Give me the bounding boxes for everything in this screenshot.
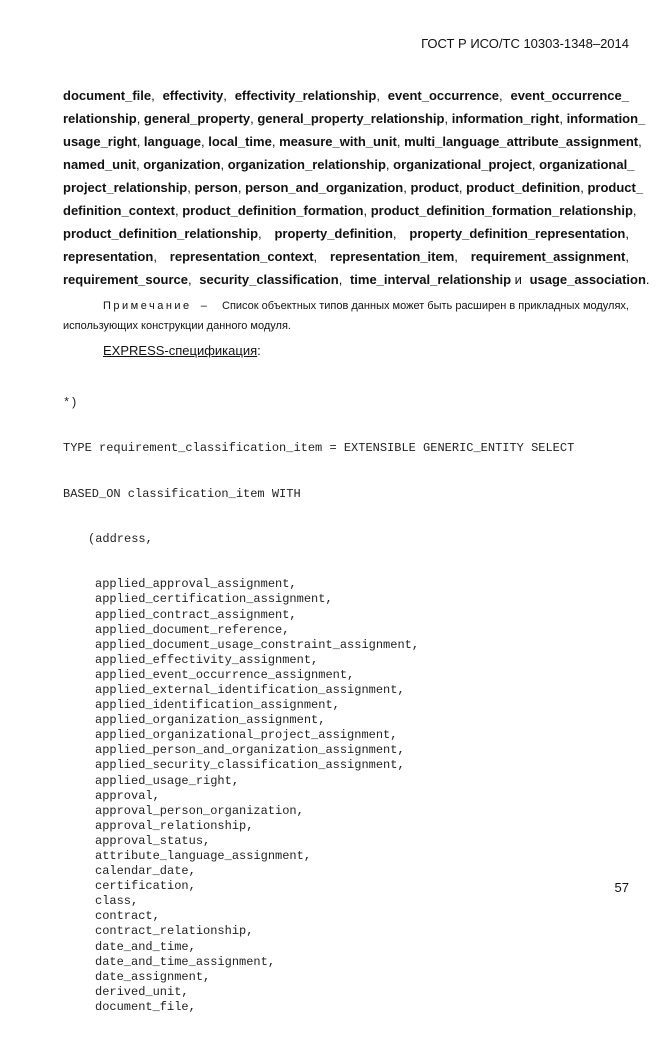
entity-name: effectivity <box>162 88 224 103</box>
code-item: approval_status, <box>95 833 211 848</box>
entity-item <box>63 107 144 130</box>
separator: , <box>559 111 567 126</box>
entity-item <box>144 130 208 153</box>
entity-item <box>63 199 182 222</box>
code-item: applied_certification_assignment, <box>95 592 333 607</box>
separator: , <box>338 272 346 287</box>
note-dash: – <box>200 300 207 312</box>
code-item: calendar_date, <box>95 864 196 879</box>
body-line <box>63 153 635 176</box>
separator: , <box>187 180 195 195</box>
entity-item <box>245 176 410 199</box>
express-spec-title <box>103 343 261 358</box>
entity-name: product_definition_formation_relationship <box>370 203 633 218</box>
entity-name: product <box>410 180 459 195</box>
entity-item <box>388 84 507 107</box>
entity-name: event_occurrence <box>387 88 500 103</box>
separator: , <box>625 249 629 264</box>
code-item: date_and_time_assignment, <box>95 954 276 969</box>
separator: , <box>136 134 144 149</box>
entity-name: product_ <box>587 180 644 195</box>
entity-item <box>404 130 642 153</box>
entity-item <box>63 84 158 107</box>
express-spec-colon: : <box>257 343 261 358</box>
separator: , <box>151 88 159 103</box>
entity-name: person_and_organization <box>245 180 404 195</box>
separator: , <box>385 157 394 172</box>
body-line <box>63 84 629 107</box>
code-item: applied_document_reference, <box>95 622 290 637</box>
entity-item <box>274 222 400 245</box>
separator: , <box>363 203 371 218</box>
separator: , <box>444 111 452 126</box>
entity-name: product_definition_relationship <box>63 226 259 241</box>
body-line <box>63 176 644 199</box>
entity-name: representation_context <box>169 249 314 264</box>
code-item: applied_security_classification_assignment, <box>95 758 405 773</box>
separator: , <box>220 157 228 172</box>
separator: , <box>174 203 183 218</box>
code-item: applied_document_usage_constraint_assignment, <box>95 637 420 652</box>
entity-item <box>279 130 404 153</box>
entity-item <box>63 245 161 268</box>
note-text-1: Список объектных типов данных может быть расширен в прикладных модулях, <box>222 300 629 312</box>
body-line <box>63 199 637 222</box>
entity-item <box>63 176 194 199</box>
entity-name: organization_relationship <box>227 157 386 172</box>
code-item: applied_external_identification_assignment, <box>95 682 405 697</box>
entity-item <box>567 107 646 130</box>
entity-item <box>587 176 643 199</box>
code-item: applied_event_occurrence_assignment, <box>95 667 355 682</box>
entity-name: requirement_source <box>63 272 188 287</box>
separator: , <box>237 180 246 195</box>
entity-item <box>63 268 195 291</box>
entity-item <box>466 176 587 199</box>
code-item: applied_person_and_organization_assignment, <box>95 743 405 758</box>
entity-item <box>411 176 467 199</box>
entity-name: organization <box>143 157 221 172</box>
code-item: contract_relationship, <box>95 924 254 939</box>
entity-item <box>63 153 143 176</box>
entity-name: property_definition_representation <box>409 226 626 241</box>
code-type-declaration: TYPE requirement_classification_item = EXTENSIBLE GENERIC_ENTITY SELECT <box>63 441 575 456</box>
separator: , <box>135 157 144 172</box>
entity-name: organizational_ <box>539 157 635 172</box>
entity-name: named_unit <box>63 157 136 172</box>
separator: , <box>223 88 231 103</box>
entity-name: general_property <box>143 111 251 126</box>
code-item: approval_relationship, <box>95 818 254 833</box>
express-code-block <box>63 366 633 1045</box>
code-first-item: (address, <box>88 532 153 547</box>
separator: , <box>625 226 629 241</box>
separator: , <box>458 180 467 195</box>
entity-item <box>208 130 279 153</box>
separator: , <box>271 134 280 149</box>
separator: , <box>188 272 196 287</box>
entity-name: usage_association <box>529 272 646 287</box>
entity-item <box>182 199 371 222</box>
entity-name: representation <box>63 249 154 264</box>
entity-item <box>257 107 451 130</box>
code-item: applied_effectivity_assignment, <box>95 652 319 667</box>
entity-item <box>530 268 650 291</box>
body-line <box>63 107 646 130</box>
entity-name: effectivity_relationship <box>234 88 377 103</box>
entity-name: general_property_relationship <box>257 111 445 126</box>
code-item: applied_identification_assignment, <box>95 698 340 713</box>
separator: , <box>258 226 266 241</box>
entity-item <box>371 199 637 222</box>
entity-name: requirement_assignment <box>470 249 626 264</box>
separator: . <box>645 272 650 287</box>
entity-name: multi_language_attribute_assignment <box>404 134 639 149</box>
entity-name: relationship <box>63 111 137 126</box>
code-item: document_file, <box>95 999 196 1014</box>
separator: , <box>499 88 507 103</box>
code-opening: *) <box>63 396 78 411</box>
separator: , <box>638 134 642 149</box>
entity-name: security_classification <box>199 272 339 287</box>
separator: , <box>396 134 405 149</box>
entity-name: document_file <box>63 88 152 103</box>
standard-header: ГОСТ Р ИСО/ТС 10303-1348–2014 <box>421 36 629 51</box>
entity-item <box>350 268 526 291</box>
separator: , <box>201 134 209 149</box>
entity-name: representation_item <box>330 249 455 264</box>
separator: , <box>250 111 258 126</box>
separator: и <box>511 272 526 287</box>
entity-name: event_occurrence_ <box>510 88 629 103</box>
code-items-list <box>63 577 633 1015</box>
entity-item <box>199 268 346 291</box>
entity-item <box>409 222 629 245</box>
entity-item <box>63 222 265 245</box>
body-line <box>63 268 650 291</box>
entity-name: time_interval_relationship <box>349 272 512 287</box>
entity-item <box>228 153 393 176</box>
separator: , <box>632 203 637 218</box>
entity-item <box>452 107 567 130</box>
note-line-1 <box>63 296 629 316</box>
separator: , <box>136 111 144 126</box>
separator: , <box>392 226 401 241</box>
entity-name: project_relationship <box>63 180 188 195</box>
separator: , <box>454 249 462 264</box>
entity-name: person <box>194 180 238 195</box>
code-item: derived_unit, <box>95 984 189 999</box>
code-item: approval, <box>95 788 160 803</box>
page-number: 57 <box>614 880 629 895</box>
entity-item <box>539 153 634 176</box>
separator: , <box>376 88 384 103</box>
code-based-on: BASED_ON classification_item WITH <box>63 486 301 501</box>
code-item: date_assignment, <box>95 969 211 984</box>
entity-name: usage_right <box>63 134 137 149</box>
code-item: applied_usage_right, <box>95 773 240 788</box>
note-text-2: использующих конструкции данного модуля. <box>63 320 291 332</box>
code-item: applied_approval_assignment, <box>95 577 297 592</box>
entity-name: definition_context <box>63 203 175 218</box>
entity-name: organizational_project <box>393 157 532 172</box>
entity-item <box>170 245 321 268</box>
note-label: Примечание <box>103 300 192 312</box>
entity-item <box>63 130 144 153</box>
entity-item <box>330 245 462 268</box>
entity-name: product_definition_formation <box>182 203 364 218</box>
entity-name: information_ <box>566 111 646 126</box>
body-line <box>63 245 629 268</box>
entity-item <box>235 84 384 107</box>
entity-item <box>194 176 245 199</box>
separator: , <box>403 180 411 195</box>
entity-name: property_definition <box>274 226 393 241</box>
code-item: attribute_language_assignment, <box>95 849 312 863</box>
body-line <box>63 130 642 153</box>
separator: , <box>580 180 588 195</box>
entity-item <box>393 153 539 176</box>
separator: , <box>531 157 540 172</box>
entity-item <box>510 84 629 107</box>
note-block <box>63 296 629 336</box>
entity-name: language <box>143 134 201 149</box>
code-item: applied_organization_assignment, <box>95 713 326 728</box>
code-item: class, <box>95 894 139 909</box>
separator: , <box>153 249 161 264</box>
entity-list-paragraph <box>63 84 650 291</box>
entity-name: local_time <box>208 134 272 149</box>
code-item: certification, <box>95 879 196 894</box>
code-item: applied_organizational_project_assignment, <box>95 728 398 743</box>
entity-item <box>471 245 629 268</box>
entity-name: measure_with_unit <box>279 134 397 149</box>
code-item: applied_contract_assignment, <box>95 607 297 622</box>
code-item: contract, <box>95 909 160 924</box>
entity-name: information_right <box>451 111 560 126</box>
separator: , <box>313 249 321 264</box>
entity-item <box>143 153 228 176</box>
body-line <box>63 222 629 245</box>
code-item: approval_person_organization, <box>95 803 304 818</box>
entity-item <box>163 84 231 107</box>
entity-name: product_definition <box>466 180 581 195</box>
express-spec-label: EXPRESS-спецификация <box>103 343 258 358</box>
entity-item <box>144 107 257 130</box>
code-item: date_and_time, <box>95 939 196 954</box>
